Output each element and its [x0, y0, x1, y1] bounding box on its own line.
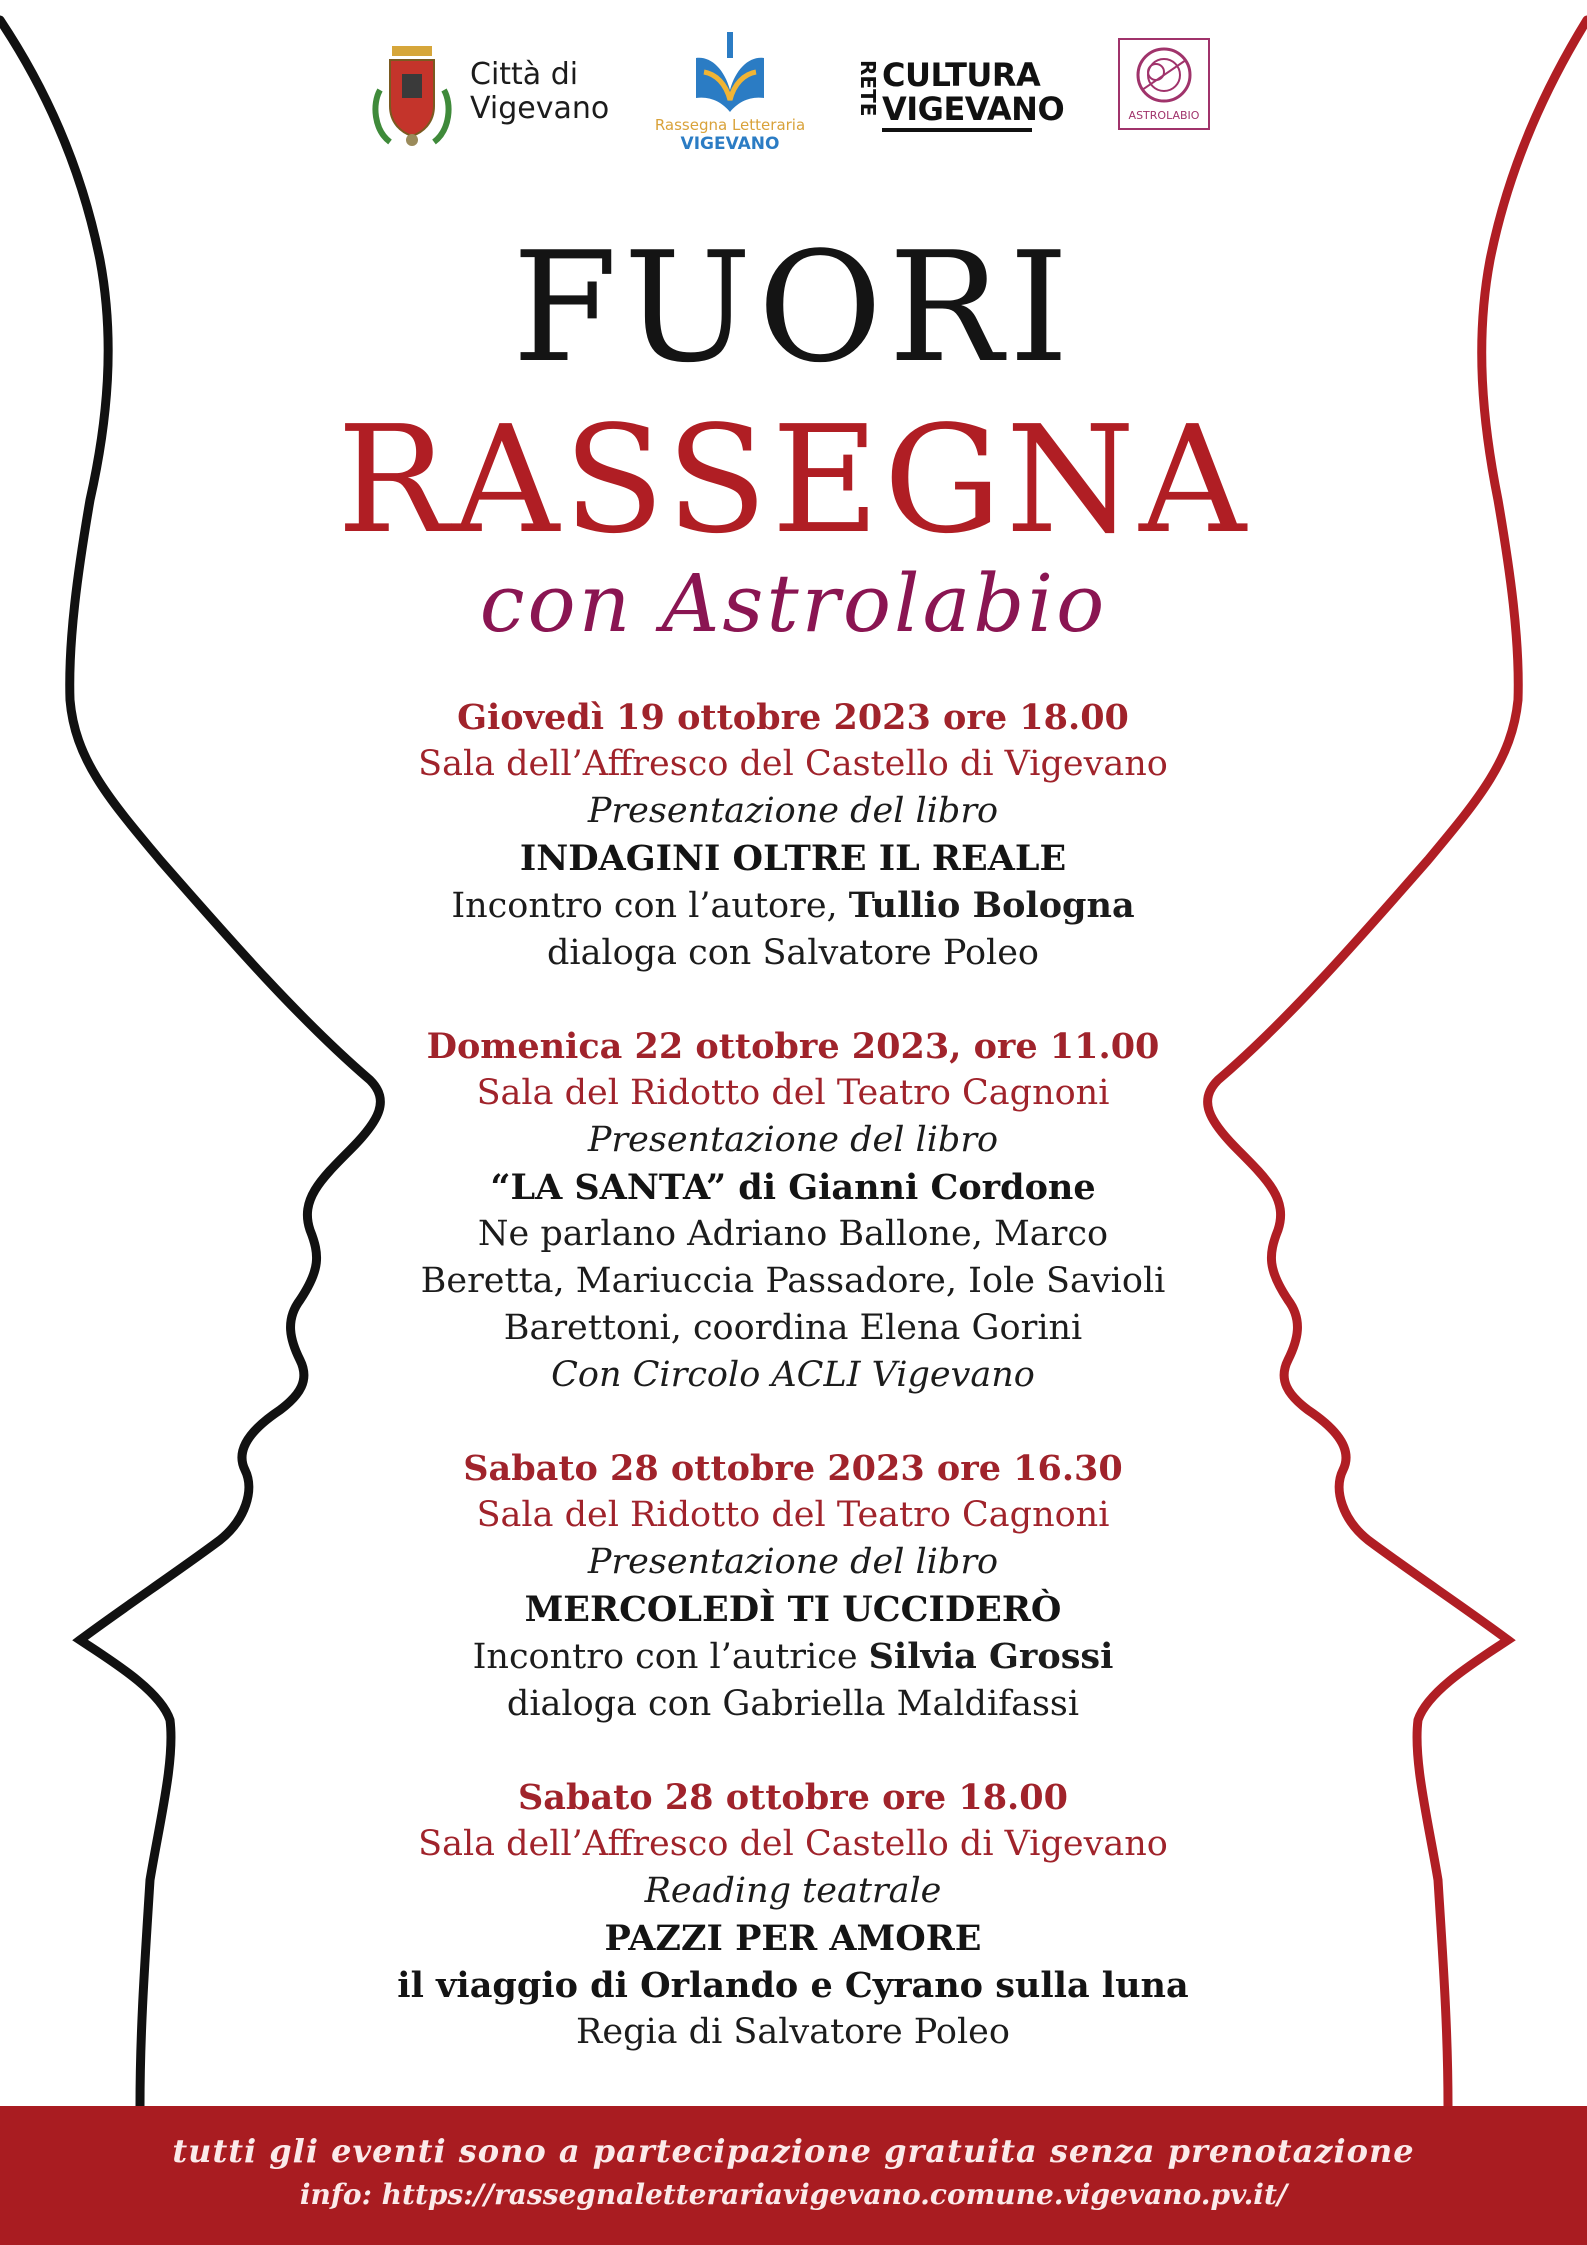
event-kind: Presentazione del libro: [587, 1542, 999, 1582]
citta-di-vigevano-logo: [370, 28, 620, 158]
event-book-title: MERCOLEDÌ TI UCCIDERÒ: [524, 1589, 1062, 1630]
event-meet: [343, 1633, 1243, 1681]
event-book-title: PAZZI PER AMORE: [604, 1918, 982, 1959]
event-partner: Con Circolo ACLI Vigevano: [551, 1355, 1035, 1395]
event-book-title: “LA SANTA” di Gianni Cordone: [490, 1167, 1096, 1208]
rassegna-letteraria-logo: [650, 28, 810, 158]
astrolabe-icon: [1134, 46, 1194, 104]
event-kind: Presentazione del libro: [587, 791, 999, 831]
event-dialog: dialoga con Gabriella Maldifassi: [506, 1684, 1080, 1724]
event-date: Giovedì 19 ottobre 2023 ore 18.00: [457, 697, 1129, 738]
event-3: [343, 1445, 1243, 1728]
event-venue: Sala dell’Affresco del Castello di Vigevano: [418, 1824, 1168, 1864]
event-1: [343, 694, 1243, 977]
vigevano-crest-icon: [370, 34, 454, 152]
footer-banner: [0, 2106, 1587, 2245]
event-meet: [343, 882, 1243, 930]
event-venue: Sala dell’Affresco del Castello di Vigevano: [418, 744, 1168, 784]
event-book-title: INDAGINI OLTRE IL REALE: [519, 838, 1067, 879]
event-speakers-line3: Barettoni, coordina Elena Gorini: [503, 1308, 1083, 1348]
event-speakers-line1: Ne parlano Adriano Ballone, Marco: [477, 1214, 1109, 1254]
event-2: [343, 1023, 1243, 1399]
event-book-subtitle: il viaggio di Orlando e Cyrano sulla luna: [397, 1965, 1189, 2006]
title-rassegna: RASSEGNA: [336, 394, 1251, 566]
event-kind: Presentazione del libro: [587, 1120, 999, 1160]
logo-bar: [0, 28, 1587, 158]
title-fuori: FUORI: [512, 219, 1075, 396]
event-date: Sabato 28 ottobre ore 18.00: [518, 1777, 1068, 1818]
event-meet-prefix: Incontro con l’autrice: [472, 1637, 869, 1677]
event-author-name: Silvia Grossi: [868, 1636, 1114, 1677]
event-kind: Reading teatrale: [644, 1871, 942, 1911]
citta-line2: Vigevano: [470, 91, 610, 126]
astrolabio-logo: [1118, 38, 1210, 130]
open-book-icon: [690, 28, 770, 116]
event-date: Domenica 22 ottobre 2023, ore 11.00: [426, 1026, 1160, 1067]
event-4: [343, 1774, 1243, 2056]
citta-line1: Città di: [470, 57, 579, 92]
rete-underline: [882, 128, 1032, 132]
footer-info-link[interactable]: info: https://rassegnaletterariavigevano.comune.vigevano.pv.it/: [299, 2178, 1288, 2211]
event-meet-prefix: Incontro con l’autore,: [451, 886, 849, 926]
event-dialog: dialoga con Salvatore Poleo: [546, 933, 1040, 973]
footer-free-entry-note: tutti gli eventi sono a partecipazione gratuita senza prenotazione: [172, 2132, 1415, 2170]
event-director: Regia di Salvatore Poleo: [576, 2012, 1010, 2052]
event-venue: Sala del Ridotto del Teatro Cagnoni: [476, 1073, 1110, 1113]
event-author-name: Tullio Bologna: [848, 885, 1135, 926]
rete-line2: VIGEVANO: [882, 90, 1065, 128]
rete-cultura-vigevano-logo: [856, 28, 1065, 158]
rassegna-line2: VIGEVANO: [680, 134, 780, 154]
title-subtitle: con Astrolabio: [479, 557, 1108, 650]
events-list: [343, 694, 1243, 2102]
event-date: Sabato 28 ottobre 2023 ore 16.30: [463, 1448, 1123, 1489]
rete-line1: CULTURA: [882, 56, 1041, 94]
rete-label: RETE: [856, 60, 880, 117]
astrolabio-label: ASTROLABIO: [1128, 109, 1200, 122]
rassegna-line1: Rassegna Letteraria: [654, 116, 806, 134]
event-speakers-line2: Beretta, Mariuccia Passadore, Iole Savioli: [420, 1261, 1166, 1301]
event-venue: Sala del Ridotto del Teatro Cagnoni: [476, 1495, 1110, 1535]
